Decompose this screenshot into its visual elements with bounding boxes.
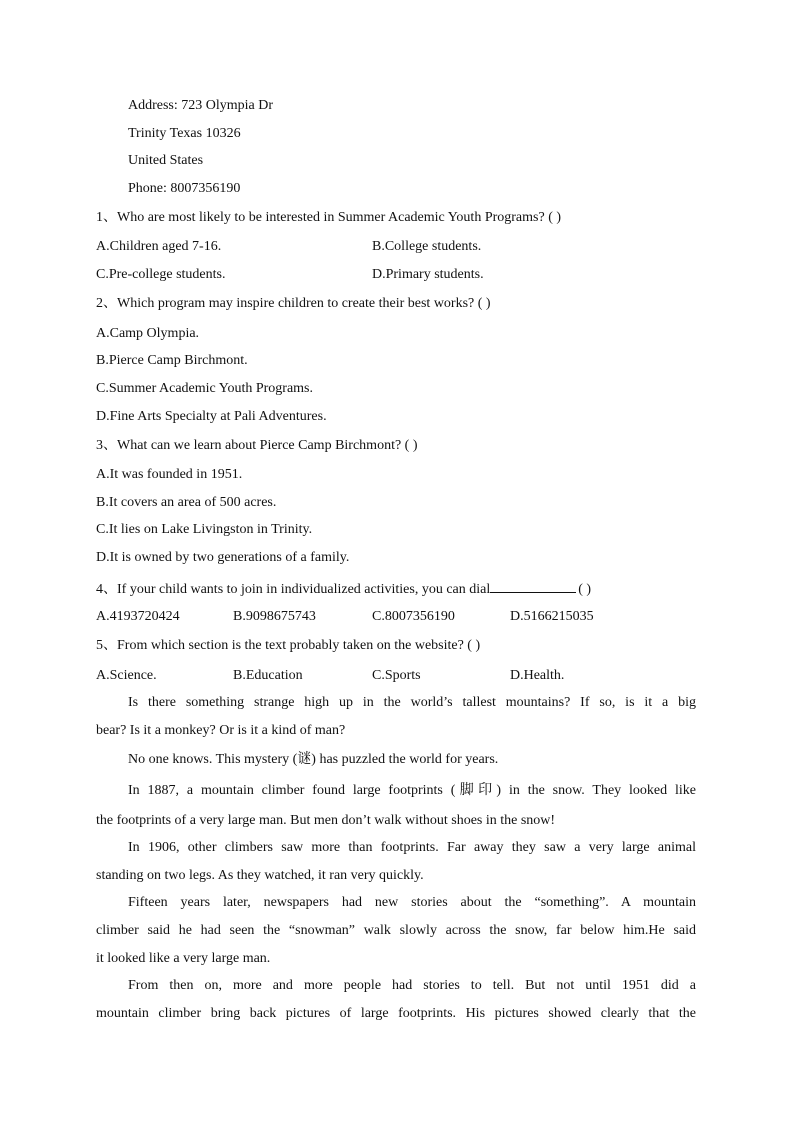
passage-line: Fifteen years later, newspapers had new stories about the “something”. A mountain [128,895,696,910]
question-2-option-c[interactable]: C.Summer Academic Youth Programs. [96,381,313,396]
question-4-option-b[interactable]: B.9098675743 [233,609,316,624]
question-5-option-d[interactable]: D.Health. [510,668,565,683]
question-4-bracket: ( ) [578,582,592,597]
answer-blank[interactable] [490,578,576,593]
passage-line: the footprints of a very large man. But men don’t walk without shoes in the snow! [96,813,556,828]
question-5-stem: 5、From which section is the text probably taken on the website? ( ) [96,638,481,653]
question-5-option-c[interactable]: C.Sports [372,668,421,683]
question-2-stem: 2、Which program may inspire children to create their best works? ( ) [96,296,491,311]
question-1-option-b[interactable]: B.College students. [372,239,482,254]
passage-line: mountain climber bring back pictures of large footprints. His pictures showed clearly that the [96,1006,696,1021]
question-2-option-d[interactable]: D.Fine Arts Specialty at Pali Adventures. [96,409,327,424]
question-2-option-a[interactable]: A.Camp Olympia. [96,326,200,341]
passage-line: it looked like a very large man. [96,951,271,966]
question-2-option-b[interactable]: B.Pierce Camp Birchmont. [96,353,248,368]
question-4-option-c[interactable]: C.8007356190 [372,609,455,624]
question-5-option-b[interactable]: B.Education [233,668,303,683]
question-5-option-a[interactable]: A.Science. [96,668,157,683]
passage-line: climber said he had seen the “snowman” walk slowly across the snow, far below him.He said [96,923,696,938]
passage-line: In 1887, a mountain climber found large footprints (脚印) in the snow. They looked like [128,783,696,798]
address-country: United States [128,153,204,168]
question-3-option-b[interactable]: B.It covers an area of 500 acres. [96,495,277,510]
question-3-stem: 3、What can we learn about Pierce Camp Birchmont? ( ) [96,438,418,453]
passage-line: In 1906, other climbers saw more than footprints. Far away they saw a very large animal [128,840,696,855]
question-1-option-d[interactable]: D.Primary students. [372,267,484,282]
question-3-option-c[interactable]: C.It lies on Lake Livingston in Trinity. [96,522,313,537]
passage-line: From then on, more and more people had stories to tell. But not until 1951 did a [128,978,696,993]
question-3-option-d[interactable]: D.It is owned by two generations of a family. [96,550,350,565]
question-4-option-d[interactable]: D.5166215035 [510,609,594,624]
passage-line: No one knows. This mystery (谜) has puzzled the world for years. [128,752,499,767]
address-phone: Phone: 8007356190 [128,181,241,196]
passage-line: standing on two legs. As they watched, it ran very quickly. [96,868,424,883]
question-1-stem: 1、Who are most likely to be interested in Summer Academic Youth Programs? ( ) [96,210,562,225]
passage-line: bear? Is it a monkey? Or is it a kind of man? [96,723,346,738]
question-4-stem [96,578,696,599]
question-1-option-c[interactable]: C.Pre-college students. [96,267,226,282]
question-4-option-a[interactable]: A.4193720424 [96,609,180,624]
question-1-option-a[interactable]: A.Children aged 7-16. [96,239,222,254]
question-3-option-a[interactable]: A.It was founded in 1951. [96,467,243,482]
address-city: Trinity Texas 10326 [128,126,241,141]
address-line: Address: 723 Olympia Dr [128,98,274,113]
question-4-stem-text: 4、If your child wants to join in individualized activities, you can dial [96,582,491,597]
passage-line: Is there something strange high up in the world’s tallest mountains? If so, is it a big [128,695,696,710]
